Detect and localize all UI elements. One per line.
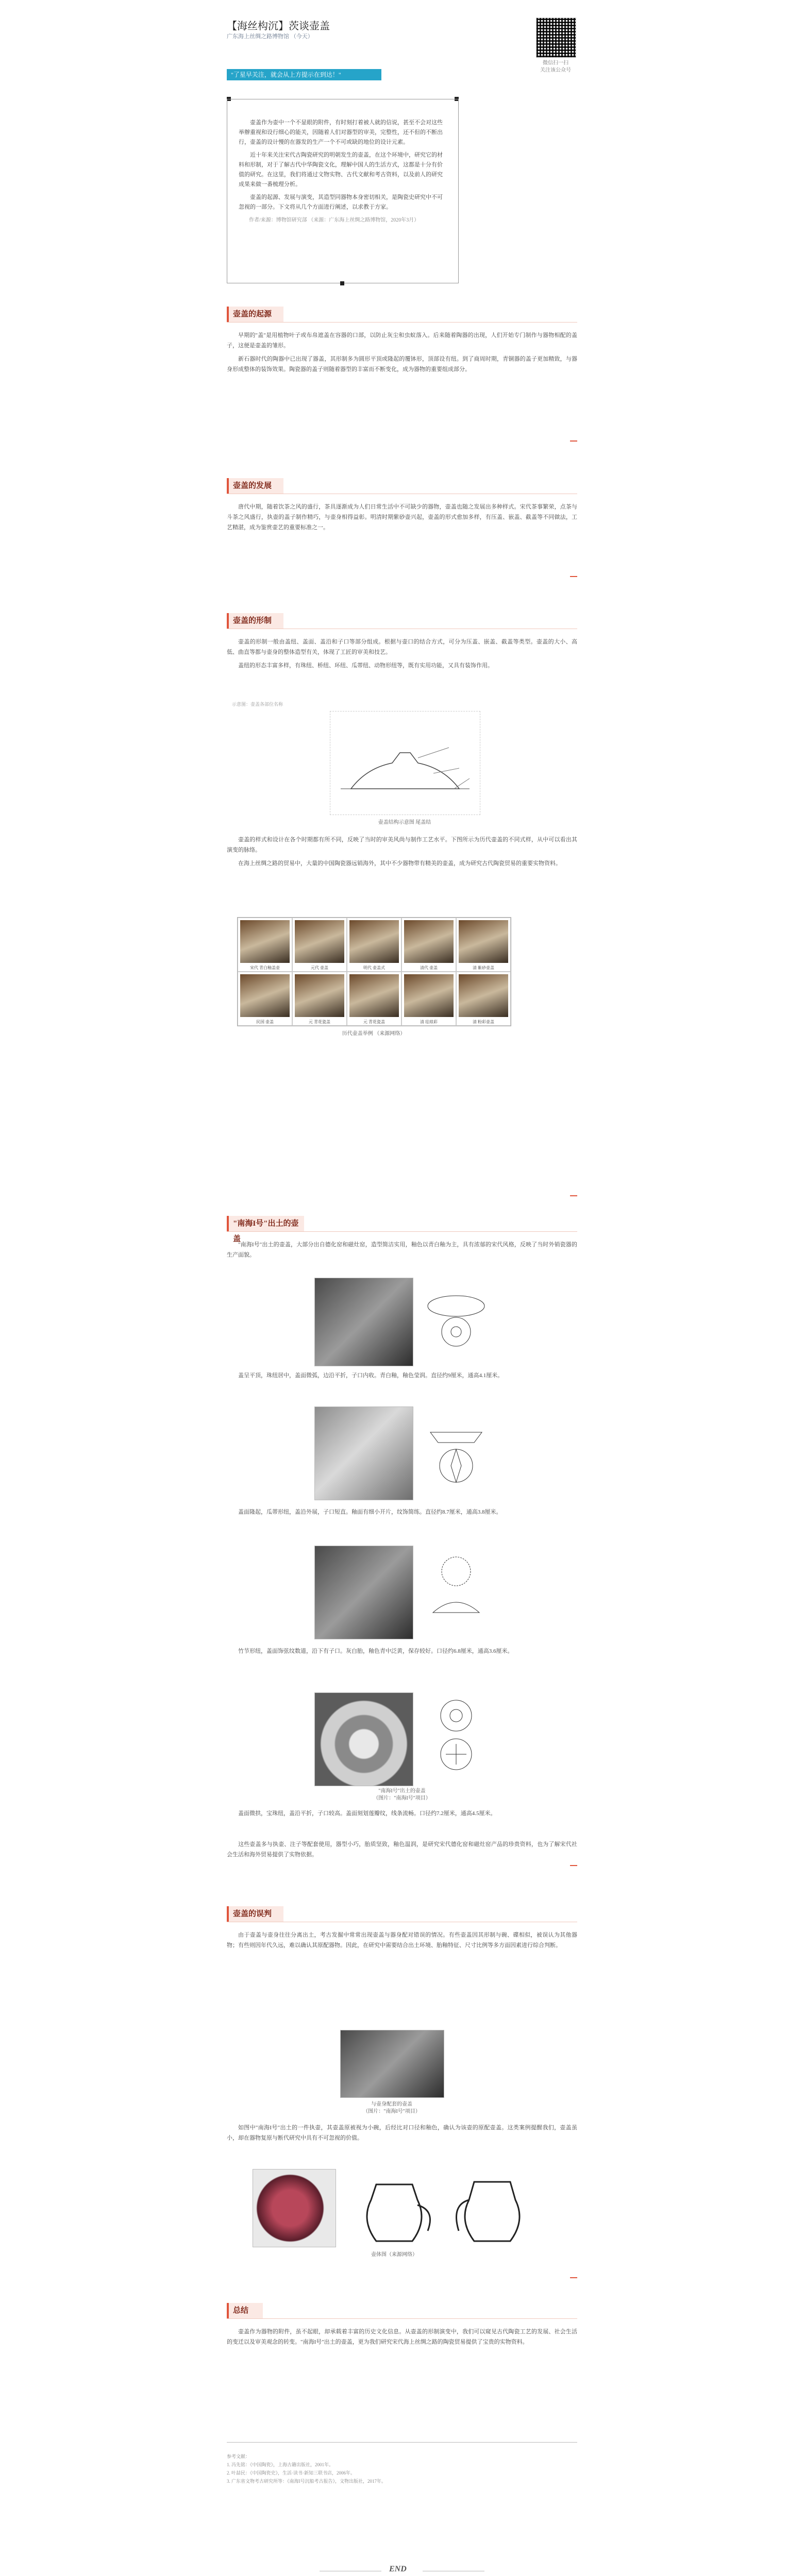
grid-cell: 清 紫砂壶盖 <box>456 918 511 972</box>
ewer-drawing <box>448 2169 536 2246</box>
intro-paragraph: 壶盖作为壶中一个不显眼的附件，有时刻打着被人就的信说，甚至不会对这些举辦重视和设行细心的能关，因随着人们对器型的审美，完整性，还不但的不断出行，壶盖的设计慢的在器发的生产一个不可或缺的地位的设计元素。 <box>239 120 443 145</box>
grid-cell: 元 青花瓷盖 <box>292 972 347 1026</box>
lid-examples-grid <box>237 917 511 1026</box>
section-body <box>227 2327 577 2350</box>
section-divider <box>227 322 577 323</box>
follow-banner[interactable]: "了星早关注，就会从上方提示在到达！" <box>227 69 381 80</box>
paragraph: 在海上丝绸之路的贸易中，大量的中国陶瓷器远销海外，其中不少器物带有精美的壶盖，成为研究古代陶瓷贸易的重要实物资料。 <box>238 860 561 867</box>
figure-caption <box>314 2101 469 2115</box>
lid-drawing <box>423 1412 490 1489</box>
section-end-mark <box>570 1195 577 1196</box>
section-heading: 壶盖的形制 <box>227 613 283 629</box>
intro-box <box>227 99 459 283</box>
item-text <box>227 1808 577 1822</box>
section-heading: "南海I号"出土的壶盖 <box>227 1216 304 1231</box>
figure-caption-line: 与壶身配套的壶盖 <box>371 2102 412 2107</box>
figure-label: 示意图：壶盖各部位名称 <box>232 702 283 707</box>
section-body-2 <box>227 835 577 872</box>
ewer-photo <box>253 2169 336 2247</box>
lid-photo <box>314 1546 413 1639</box>
lid-photo <box>314 1278 413 1366</box>
item-text <box>227 1370 577 1384</box>
section-end-mark <box>570 1865 577 1866</box>
paragraph: 早期的"盖"是用植物叶子或布帛遮盖在容器的口部，以防止灰尘和虫蚁落入。后来随着陶器的出现，人们开始专门制作与器物相配的盖子，这便是壶盖的雏形。 <box>227 332 577 349</box>
page-title: 【海丝构沉】茨谈壶盖 <box>227 21 330 32</box>
lid-drawing <box>423 1283 490 1350</box>
paragraph: 唐代中期，随着饮茶之风的盛行，茶具逐渐成为人们日常生活中不可缺少的器物，壶盖也随之发展出多种样式。宋代茶事繁荣，点茶与斗茶之风盛行，执壶的盖子制作精巧，与壶身相得益彰。明清时期紫砂壶兴起，壶盖的形式愈加多样，有压盖、嵌盖、截盖等不同做法，工艺精湛，成为鉴赏壶艺的重要标准之一。 <box>227 504 577 531</box>
section-body-2 <box>227 2123 577 2146</box>
section-heading: 壶盖的起源 <box>227 307 283 322</box>
section-nanhai <box>227 1216 577 1989</box>
section-development <box>227 478 577 591</box>
paragraph: 壶盖作为器物的附件，虽不起眼，却承载着丰富的历史文化信息。从壶盖的形制演变中，我们可以窥见古代陶瓷工艺的发展、社会生活的变迁以及审美观念的转变。"南海I号"出土的壶盖，更为我们研究宋代海上丝绸之路的陶瓷贸易提供了宝贵的实物资料。 <box>227 2329 577 2345</box>
grid-cell: 清代 壶盖 <box>401 918 456 972</box>
page-subtitle[interactable]: 广东海上丝绸之路博物馆 （今天） <box>227 33 313 40</box>
section-divider <box>227 2318 577 2319</box>
intro-paragraph: 壶盖的起源、发展与演变，其造型同器物本身密切相关，是陶瓷史研究中不可忽视的一部分。下文将从几个方面进行阐述，以求教于方家。 <box>239 194 443 210</box>
section-end-mark <box>570 576 577 577</box>
item-caption-line: "南海I号"出土的壶盖 <box>378 1788 426 1794</box>
intro-source: 作者/来源：博物馆研究部 （来源：广东海上丝绸之路博物馆，2020年3月） <box>249 217 420 223</box>
paragraph: "南海I号"出土的壶盖，大部分出自德化窑和磁灶窑，造型简洁实用，釉色以青白釉为主，具有浓郁的宋代风格，反映了当时外销瓷器的生产面貌。 <box>227 1242 577 1258</box>
lid-photo <box>314 1406 413 1500</box>
grid-caption: 历代壶盖举例 （来源网络） <box>342 1031 406 1037</box>
reference-item: 1. 冯先铭：《中国陶瓷》，上海古籍出版社，2001年。 <box>227 2462 334 2467</box>
paragraph: 由于壶盖与壶身往往分离出土，考古发掘中常常出现壶盖与器身配对错误的情况。有些壶盖因其形制与碗、碟相似，被误认为其他器物；有些则因年代久远，难以确认其原配器物。因此，在研究中需要结合出土环境、胎釉特征、尺寸比例等多方面因素进行综合判断。 <box>227 1932 577 1948</box>
references <box>227 2452 577 2485</box>
intro-paragraph: 近十年来关注宋代古陶瓷研究的明朝发生的壶盖，在这个环境中，研究它的材料和形制，对于了解古代中华陶瓷文化，理解中国人的生活方式，这都是十分有价值的研究。在这里，我们将通过文物实物、古代文献和考古资料，以及前人的研究成果来做一番梳理分析。 <box>239 152 443 188</box>
paragraph: 这些壶盖多与执壶、注子等配套使用，器型小巧，胎质坚致，釉色温润，是研究宋代德化窑和磁灶窑产品的珍贵资料，也为了解宋代社会生活和海外贸易提供了实物依据。 <box>227 1841 577 1858</box>
paragraph: 盖面微拱，宝珠纽，盖沿平折，子口较高。盖面刻划莲瓣纹，线条流畅。口径约7.2厘米，通高4.5厘米。 <box>238 1810 496 1817</box>
reference-item: 2. 叶喆民：《中国陶瓷史》，生活·读书·新知三联书店，2006年。 <box>227 2470 355 2476</box>
lid-drawing <box>423 1695 490 1777</box>
grid-cell: 清 珐琅彩 <box>401 972 456 1026</box>
article-page <box>227 0 577 2576</box>
qr-caption <box>531 60 577 74</box>
divider-square-icon <box>340 281 344 285</box>
reference-item: 3. 广东省文物考古研究所等：《南海I号沉船考古报告》，文物出版社，2017年。 <box>227 2479 386 2484</box>
paragraph: 盖面隆起，瓜蒂形纽，盖沿外展，子口短直。釉面有细小开片，纹饰简练。直径约8.7厘米，通高3.8厘米。 <box>238 1509 502 1515</box>
ewer-drawing <box>350 2169 438 2246</box>
figure-caption-line: （图片："南海I号"项目） <box>363 2109 421 2114</box>
qr-code-icon <box>536 18 576 58</box>
section-end-mark <box>570 440 577 442</box>
section-body <box>227 502 577 536</box>
divider <box>227 2442 577 2443</box>
grid-cell: 元代 壶盖 <box>292 918 347 972</box>
grid-cell: 民国 壶盖 <box>238 972 292 1026</box>
section-heading: 壶盖的误判 <box>227 1906 283 1922</box>
lid-structure-drawing <box>330 711 480 815</box>
ewer-caption: 壶体图（来源网络） <box>371 2252 417 2258</box>
paragraph: 壶盖的形制一般由盖纽、盖面、盖沿和子口等部分组成。根据与壶口的结合方式，可分为压盖、嵌盖、截盖等类型。壶盖的大小、高低、曲直等都与壶身的整体造型有关，体现了工匠的审美和技艺。 <box>227 639 577 655</box>
paragraph: 竹节形纽，盖面饰弦纹数道，沿下有子口。灰白胎，釉色青中泛黄，保存较好。口径约6.8厘米，通高3.6厘米。 <box>238 1648 513 1654</box>
item-caption <box>314 1788 490 1802</box>
references-label: 参考文献： <box>227 2454 250 2459</box>
section-body <box>227 1930 577 1954</box>
section-heading: 总结 <box>227 2303 263 2318</box>
grid-cell: 宋代 青白釉盖壶 <box>238 918 292 972</box>
section-form <box>227 613 577 1180</box>
closing-text <box>227 1839 577 1863</box>
qr-caption-line-2: 关注该公众号 <box>540 67 571 73</box>
lid-photo <box>314 1692 413 1786</box>
grid-cell: 明代 壶盖式 <box>347 918 401 972</box>
teapot-photo <box>340 2030 444 2098</box>
item-text <box>227 1646 577 1659</box>
qr-caption-line-1: 微信扫一扫 <box>543 60 568 66</box>
paragraph: 新石器时代的陶器中已出现了器盖，其形制多为圆形平顶或隆起的覆钵形，顶部设有纽。到了商周时期，青铜器的盖子更加精致，与器身形成整体的装饰效果。陶瓷器的盖子则随着器型的丰富而不断变化，成为器物的重要组成部分。 <box>227 356 577 372</box>
end-wordmark: END <box>389 2565 407 2573</box>
paragraph: 如图中"南海I号"出土的一件执壶，其壶盖原被视为小碗，后经比对口径和釉色，确认为该壶的原配壶盖。这类案例提醒我们，壶盖虽小，却在器物复原与断代研究中具有不可忽视的价值。 <box>227 2125 577 2141</box>
drawing-caption: 壶盖结构示意图 尾盖结 <box>378 820 431 825</box>
section-body <box>227 1240 577 1263</box>
item-text <box>227 1507 577 1520</box>
section-body <box>227 637 577 674</box>
section-cases <box>227 1906 577 2298</box>
grid-cell: 元 青花瓷盖 <box>347 972 401 1026</box>
section-summary <box>227 2303 577 2406</box>
grid-cell: 清 粉彩壶盖 <box>456 972 511 1026</box>
paragraph: 盖呈平顶，珠纽居中，盖面微弧，边沿平折，子口内收。青白釉，釉色莹润。直径约9厘米，通高4.1厘米。 <box>238 1372 504 1379</box>
paragraph: 壶盖的样式和设计在各个时期都有所不同，反映了当时的审美风尚与制作工艺水平。下图所示为历代壶盖的不同式样，从中可以看出其演变的脉络。 <box>227 837 577 853</box>
section-divider <box>227 1231 577 1232</box>
section-body <box>227 330 577 378</box>
paragraph: 盖纽的形态丰富多样，有珠纽、桥纽、环纽、瓜蒂纽、动物形纽等，既有实用功能，又具有装饰作用。 <box>238 663 493 669</box>
lid-drawing <box>423 1551 490 1628</box>
section-heading: 壶盖的发展 <box>227 478 283 494</box>
item-caption-line: （图片："南海I号"项目） <box>373 1795 431 1801</box>
section-end-mark <box>570 2277 577 2278</box>
section-origin <box>227 307 577 461</box>
